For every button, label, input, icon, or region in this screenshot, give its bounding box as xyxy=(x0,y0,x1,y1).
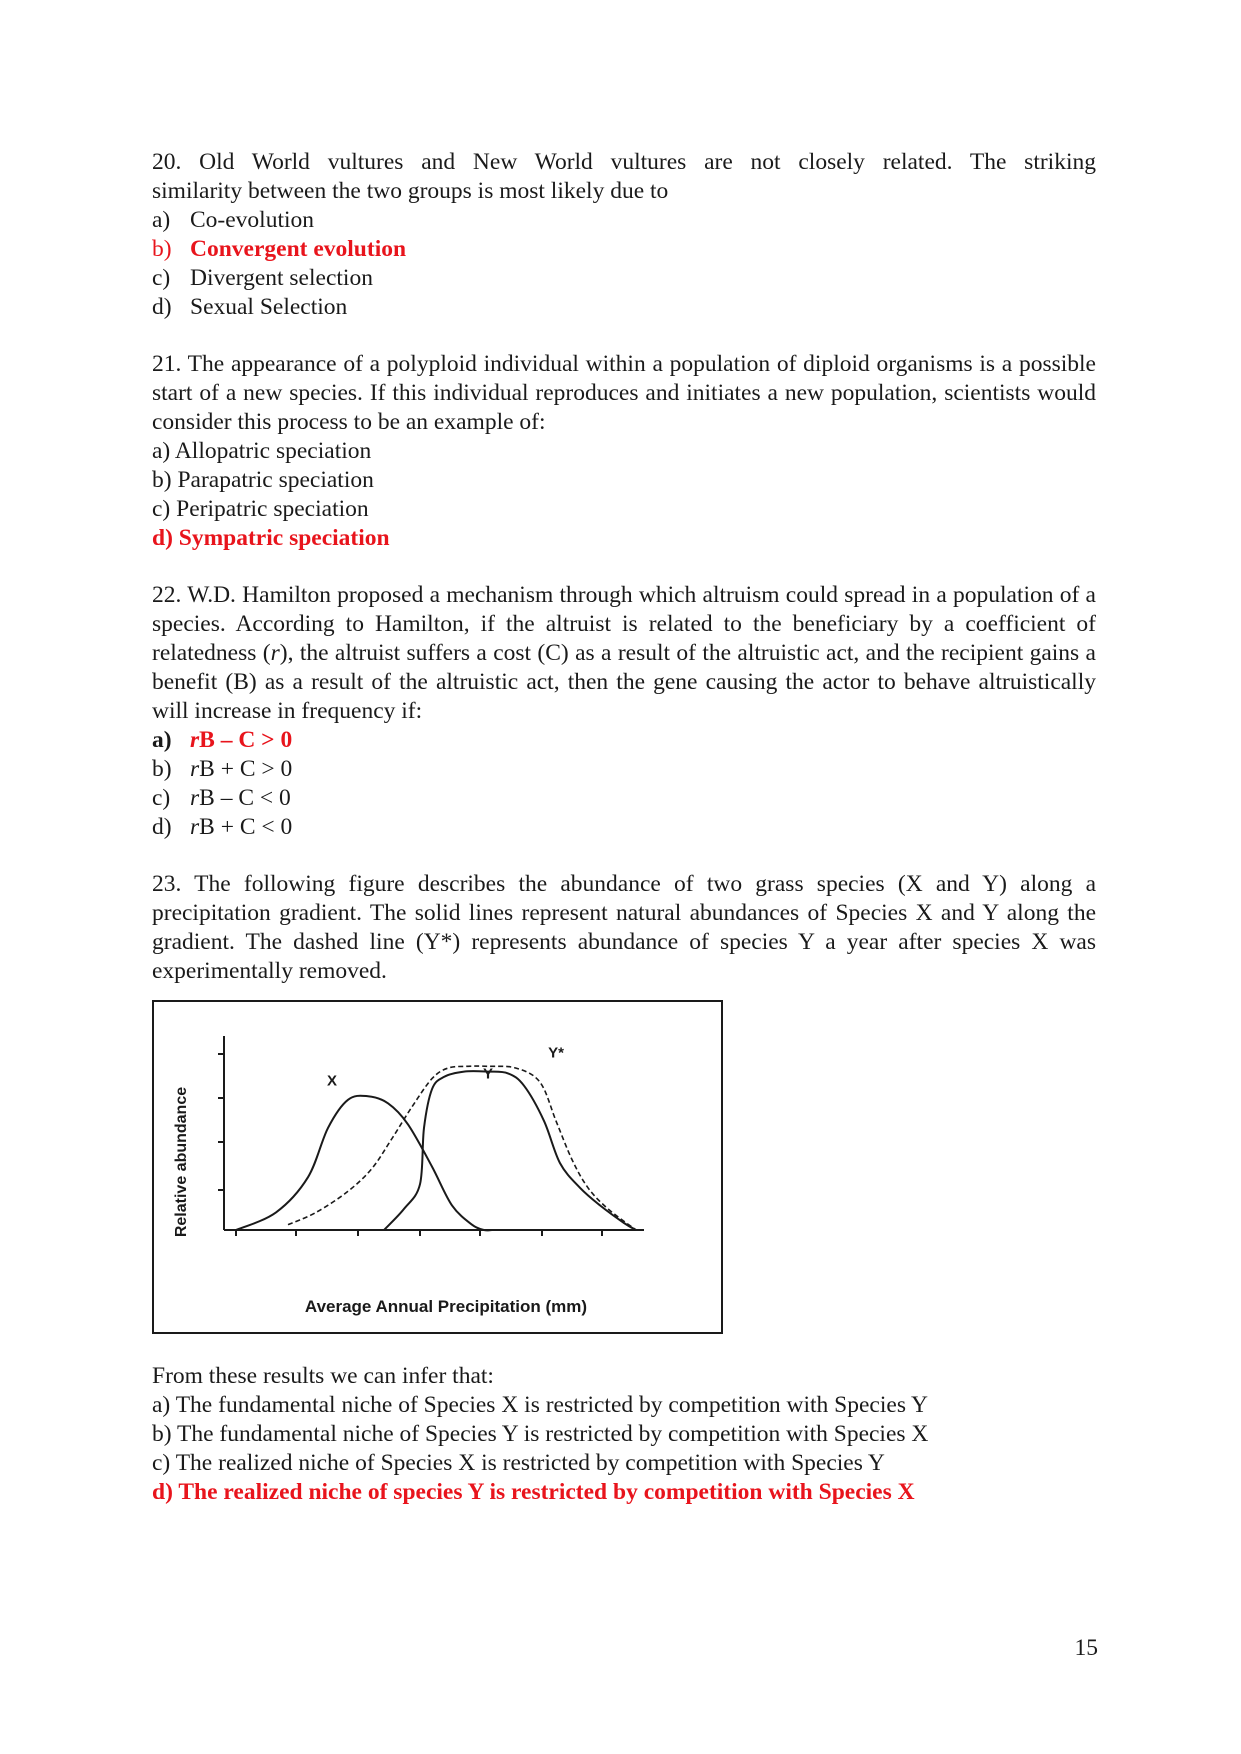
abundance-chart xyxy=(154,1002,721,1332)
question-20-stem-line2: similarity between the two groups is most likely due to xyxy=(152,178,669,204)
chart-axes xyxy=(218,1036,644,1236)
q20-option-d: d) Sexual Selection xyxy=(152,294,348,320)
q23-option-d-correct: d) The realized niche of species Y is restricted by competition with Species X xyxy=(152,1479,915,1505)
q23-inference-intro: From these results we can infer that: xyxy=(152,1363,494,1389)
series-label-x: X xyxy=(326,1072,338,1090)
q23-option-c: c) The realized niche of Species X is restricted by competition with Species Y xyxy=(152,1450,885,1476)
series-label-y-star: Y* xyxy=(548,1044,564,1062)
question-21 xyxy=(152,350,1096,553)
q20-option-a: a) Co-evolution xyxy=(152,207,315,233)
abundance-figure xyxy=(152,1000,723,1334)
q23-option-b: b) The fundamental niche of Species Y is restricted by competition with Species X xyxy=(152,1421,929,1447)
page-number: 15 xyxy=(1074,1635,1098,1661)
question-22 xyxy=(152,581,1096,842)
q22-option-a-correct: a) rB – C > 0 xyxy=(152,727,293,753)
exam-page-content xyxy=(152,148,1096,1507)
series-line-y-star xyxy=(288,1066,636,1230)
q23-option-a: a) The fundamental niche of Species X is restricted by competition with Species Y xyxy=(152,1392,928,1418)
series-line-x xyxy=(236,1096,500,1231)
x-axis-label: Average Annual Precipitation (mm) xyxy=(304,1297,588,1316)
question-20-stem-line1: 20. Old World vultures and New World vultures are not closely related. The striking xyxy=(152,149,1096,175)
series-line-y xyxy=(384,1071,636,1230)
question-21-stem: 21. The appearance of a polyploid individual within a population of diploid organisms is a possible start of a new species. If this individual reproduces and initiates a new population, scientists would consider this process to be an example of: xyxy=(152,351,1096,435)
chart-series xyxy=(236,1066,636,1230)
q20-option-b-correct: b) Convergent evolution xyxy=(152,236,407,262)
question-22-stem: 22. W.D. Hamilton proposed a mechanism through which altruism could spread in a population of a species. According to Hamilton, if the altruist is related to the beneficiary by a coefficient of relatedness (r), the altruist suffers a cost (C) as a result of the altruistic act, and the recipient gains a benefit (B) as a result of the altruistic act, then the gene causing the actor to behave altruistically will increase in frequency if: xyxy=(152,582,1096,724)
q21-option-a: a) Allopatric speciation xyxy=(152,438,372,464)
question-23-stem: 23. The following figure describes the abundance of two grass species (X and Y) along a precipitation gradient. The solid lines represent natural abundances of Species X and Y along the gradient. The dashed line (Y*) represents abundance of species Y a year after species X was experimentally removed. xyxy=(152,871,1096,984)
series-label-y: Y xyxy=(482,1065,494,1083)
q21-option-d-correct: d) Sympatric speciation xyxy=(152,525,390,551)
q21-option-c: c) Peripatric speciation xyxy=(152,496,369,522)
chart-series-labels xyxy=(327,1045,564,1090)
y-axis-label: Relative abundance xyxy=(173,1086,190,1238)
question-23-inference xyxy=(152,1362,1096,1507)
question-20 xyxy=(152,148,1096,322)
q22-option-d: d) rB + C < 0 xyxy=(152,814,293,840)
question-23 xyxy=(152,870,1096,1507)
q22-option-b: b) rB + C > 0 xyxy=(152,756,293,782)
q21-option-b: b) Parapatric speciation xyxy=(152,467,374,493)
q20-option-c: c) Divergent selection xyxy=(152,265,373,291)
question-20-stem xyxy=(152,148,1096,206)
q22-option-c: c) rB – C < 0 xyxy=(152,785,291,811)
